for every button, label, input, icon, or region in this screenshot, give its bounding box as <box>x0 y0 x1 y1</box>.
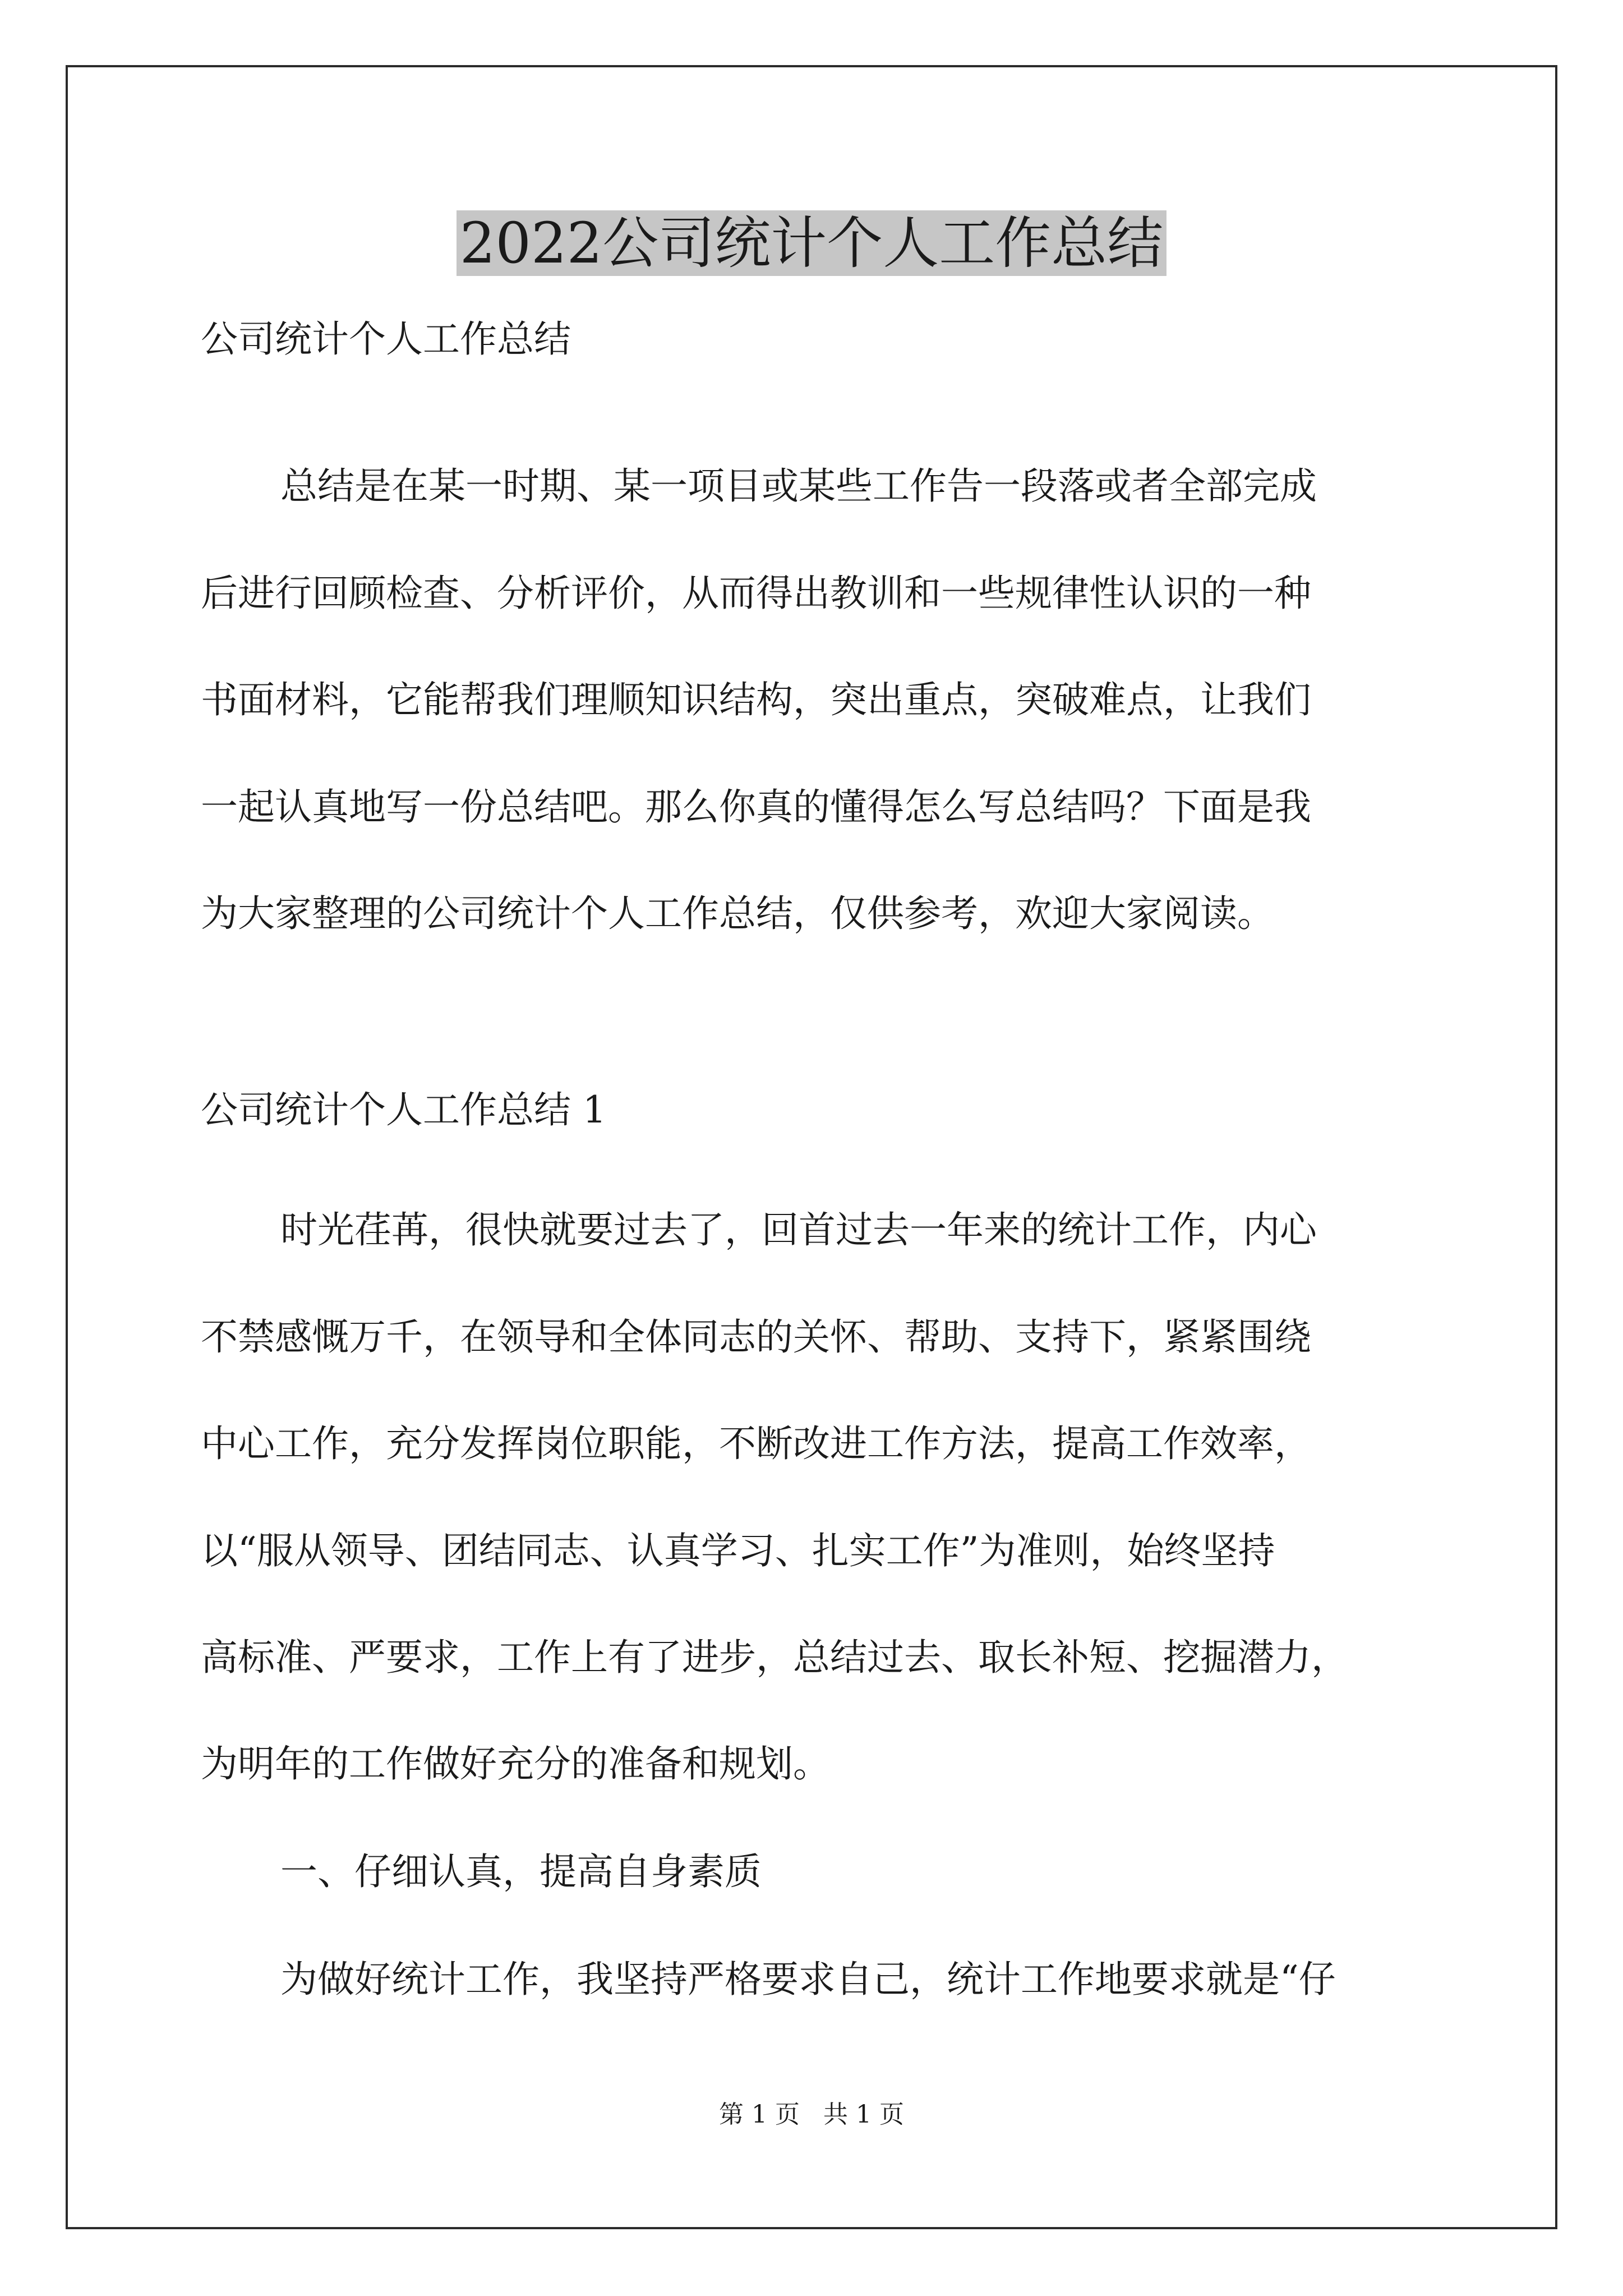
section-heading: 公司统计个人工作总结 1 <box>201 1088 606 1131</box>
section-line: 高标准、严要求，工作上有了进步，总结过去、取长补短、挖掘潜力， <box>201 1636 1348 1679</box>
intro-line: 为大家整理的公司统计个人工作总结，仅供参考，欢迎大家阅读。 <box>201 892 1274 935</box>
page-footer: 第 1 页 共 1 页 <box>719 2100 904 2129</box>
section-line: 不禁感慨万千，在领导和全体同志的关怀、帮助、支持下，紧紧围绕 <box>201 1315 1311 1359</box>
subtitle: 公司统计个人工作总结 <box>201 318 571 361</box>
section-line: 时光荏苒，很快就要过去了，回首过去一年来的统计工作，内心 <box>280 1208 1317 1251</box>
intro-line: 总结是在某一时期、某一项目或某些工作告一段落或者全部完成 <box>280 464 1317 508</box>
section-line: 以“服从领导、团结同志、认真学习、扎实工作”为准则，始终坚持 <box>201 1529 1275 1572</box>
point-line: 为做好统计工作，我坚持严格要求自己，统计工作地要求就是“仔 <box>280 1958 1336 2001</box>
point-heading: 一、仔细认真，提高自身素质 <box>280 1850 762 1893</box>
intro-line: 一起认真地写一份总结吧。那么你真的懂得怎么写总结吗？下面是我 <box>201 785 1311 829</box>
document-title: 2022公司统计个人工作总结 <box>0 204 1623 283</box>
page-border <box>66 65 1557 2229</box>
section-line: 为明年的工作做好充分的准备和规划。 <box>201 1742 830 1786</box>
section-line: 中心工作，充分发挥岗位职能，不断改进工作方法，提高工作效率， <box>201 1422 1311 1465</box>
intro-line: 后进行回顾检查、分析评价，从而得出教训和一些规律性认识的一种 <box>201 572 1311 615</box>
intro-line: 书面材料，它能帮我们理顺知识结构，突出重点，突破难点，让我们 <box>201 678 1311 721</box>
